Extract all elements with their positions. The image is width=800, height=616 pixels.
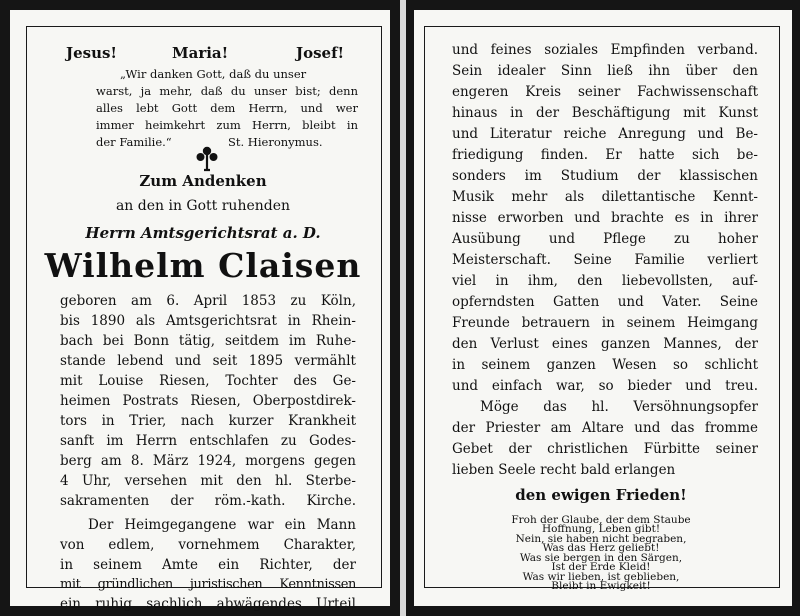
text-line: Ausübung und Pflege zu hoher: [452, 231, 758, 247]
text-line: Musik mehr als dilettantische Kennt-: [452, 189, 758, 205]
bio2-line: von edlem, vornehmem Charakter,: [60, 537, 356, 553]
text-line: sonders im Studium der klassischen: [452, 168, 758, 184]
text-line: opferndsten Gatten und Vater. Seine: [452, 294, 758, 310]
bio2-line: mit gründlichen juristischen Kenntnissen: [60, 577, 356, 592]
text-line: und feines soziales Empfinden verband.: [452, 42, 758, 58]
memorial-heading: Zum Andenken: [139, 172, 267, 190]
text-line: lieben Seele recht bald erlangen: [452, 462, 676, 478]
poem-line: Hoffnung, Leben gibt!: [541, 523, 661, 536]
poem-line: Was wir lieben, ist geblieben,: [522, 570, 680, 583]
text-line: friedigung finden. Er hatte sich be-: [452, 147, 758, 163]
memorial-subheading: an den in Gott ruhenden: [115, 198, 291, 214]
quote-line: warst, ja mehr, daß du unser bist; denn: [96, 84, 358, 98]
invocation-josef: Josef!: [296, 44, 345, 62]
poem-line: Ist der Erde Kleid!: [551, 561, 651, 574]
text-line: Meisterschaft. Seine Familie verliert: [452, 252, 758, 268]
bio-line: bis 1890 als Amtsgerichtsrat in Rhein-: [60, 313, 356, 329]
bio-line: 4 Uhr, versehen mit den hl. Sterbe-: [60, 473, 356, 489]
bio2-line: ein ruhig sachlich abwägendes Urteil: [60, 596, 356, 612]
poem-line: Was sie bergen in den Särgen,: [519, 551, 683, 564]
text-line: Freunde betrauern in seinem Heimgang: [452, 315, 758, 331]
bio-line: sanft im Herrn entschlafen zu Godes-: [60, 433, 356, 449]
poem-line: Was das Herz geliebt!: [542, 542, 660, 555]
text-line: hinaus in der Beschäftigung mit Kunst: [452, 105, 758, 121]
text-line: viel in ihm, den liebevollsten, auf-: [452, 273, 758, 289]
text-line: nisse erworben und brachte es in ihrer: [452, 210, 758, 226]
text-line: den Verlust eines ganzen Mannes, der: [452, 336, 758, 352]
bio-line: tors in Trier, nach kurzer Krankheit: [60, 413, 356, 429]
text-line: der Priester am Altare und das fromme: [452, 420, 758, 436]
poem-line: Bleibt in Ewigkeit!: [551, 580, 651, 592]
text-line: Sein idealer Sinn ließ ihn über den: [452, 63, 758, 79]
bio-line: geboren am 6. April 1853 zu Köln,: [60, 293, 356, 309]
bio-line: sakramenten der röm.-kath. Kirche.: [60, 493, 356, 509]
right-card: [406, 0, 800, 616]
quote-line: „Wir danken Gott, daß du unser: [120, 67, 307, 81]
bio-line: heimen Postrats Riesen, Oberpostdirek-: [60, 393, 356, 409]
text-line: Gebet der christlichen Fürbitte seiner: [452, 441, 758, 457]
text-line: und Literatur reiche Anregung und Be-: [452, 126, 758, 142]
quote-line: alles lebt Gott dem Herrn, und wer: [96, 101, 358, 115]
text-line: in seinem ganzen Wesen so schlicht: [452, 357, 758, 373]
text-line: und einfach war, so bieder und treu.: [452, 378, 758, 394]
cross-flower-icon: [194, 146, 220, 172]
bio-line: stande lebend und seit 1895 vermählt: [60, 353, 356, 369]
quote-line: der Familie.“: [96, 135, 172, 149]
bio-line: berg am 8. März 1924, morgens gegen: [60, 453, 356, 469]
quote-author: St. Hieronymus.: [228, 135, 323, 149]
invocation-maria: Maria!: [172, 44, 229, 62]
poem-line: Froh der Glaube, der dem Staube: [511, 514, 691, 526]
bio2-line: Der Heimgegangene war ein Mann: [88, 517, 356, 533]
bio-line: mit Louise Riesen, Tochter des Ge-: [60, 373, 356, 389]
deceased-rank: Herrn Amtsgerichtsrat a. D.: [85, 224, 321, 242]
text-line: engeren Kreis seiner Fachwissenschaft: [452, 84, 758, 100]
text-line: Möge das hl. Versöhnungsopfer: [480, 399, 758, 415]
bio2-line: in seinem Amte ein Richter, der: [60, 557, 356, 573]
poem-line: Nein, sie haben nicht begraben,: [515, 532, 687, 545]
quote-line: immer heimkehrt zum Herrn, bleibt in: [96, 118, 358, 132]
closing-words: den ewigen Frieden!: [515, 486, 687, 504]
deceased-name: Wilhelm Claisen: [44, 246, 362, 285]
invocation-jesus: Jesus!: [66, 44, 118, 62]
bio-line: bach bei Bonn tätig, seitdem im Ruhe-: [60, 333, 356, 349]
